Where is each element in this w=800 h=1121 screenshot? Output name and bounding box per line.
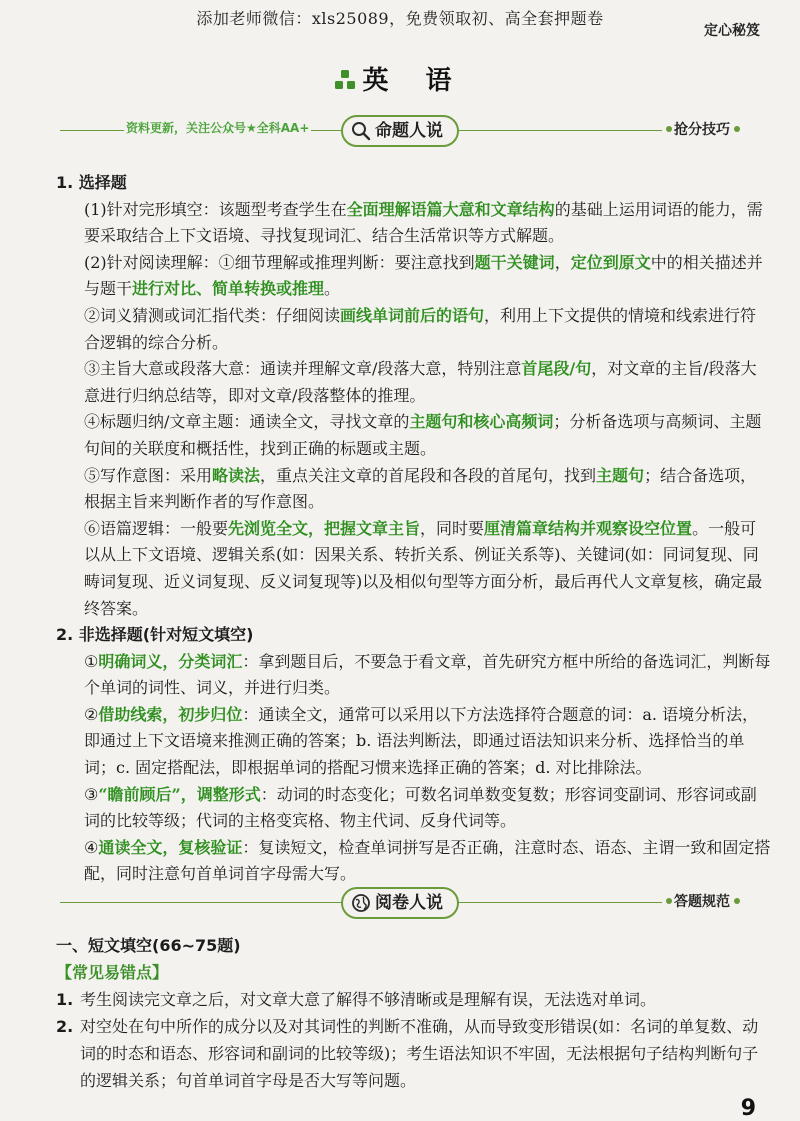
subject-title-text: 英 语 xyxy=(362,66,466,96)
paragraph-reading-detail: (2)针对阅读理解：①细节理解或推理判断：要注意找到题干关键词，定位到原文中的相关描述并与题干进行对比、简单转换或推理。 xyxy=(84,252,763,299)
banner-title: 阅卷人说 xyxy=(375,893,443,913)
paragraph-discourse-logic: ⑥语篇逻辑：一般要先浏览全文，把握文章主旨，同时要厘清篇章结构并观察设空位置。一般可以从上下文语境、逻辑关系(如：因果关系、转折关系、例证关系等)、关键词(如：同词复现、同畴词复现、近义词复现、反义词复现等)以及相似句型等方面分析，最后再代人文章复核，确定最终答案。 xyxy=(84,518,763,618)
paragraph-word-guess: ②词义猜测或词汇指代类：仔细阅读画线单词前后的语句，利用上下文提供的情境和线索进行符合逻辑的综合分析。 xyxy=(84,305,757,352)
watermark-text: 添加老师微信：xls25089，免费领取初、高全套押题卷 xyxy=(196,9,604,28)
grading-section xyxy=(56,932,772,1094)
banner-title: 命题人说 xyxy=(375,121,443,141)
list-item: 1. 考生阅读完文章之后，对文章大意了解得不够清晰或是理解有误，无法选对单词。 xyxy=(56,990,657,1009)
paragraph-writing-intent: ⑤写作意图：采用略读法，重点关注文章的首尾段和各段的首尾句，找到主题句；结合备选项，根据主旨来判断作者的写作意图。 xyxy=(84,465,757,512)
magnifier-icon xyxy=(351,121,371,141)
paragraph-step-2: ②借助线索，初步归位：通读全文，通常可以采用以下方法选择符合题意的词：a. 语境分析法，即通过上下文语境来推测正确的答案；b. 语法判断法，即通过语法知识来分析、选择恰当的单词；c. 固定搭配法，即根据单词的搭配习惯来选择正确的答案；d. 对比排除法。 xyxy=(84,704,759,778)
section-heading: 2. 非选择题(针对短文填空) xyxy=(56,625,254,645)
section-1-content xyxy=(56,197,772,623)
error-points-list xyxy=(56,986,772,1094)
content-body xyxy=(56,170,772,888)
banner-right-tag: 抢分技巧 xyxy=(662,119,740,139)
blocks-logo-icon xyxy=(334,69,356,91)
list-item: 2. 对空处在句中所作的成分以及对其词性的判断不准确，从而导致变形错误(如：名词的单复数、动词的时态和语态、形容词和副词的比较等级)；考生语法知识不牢固，无法根据句子结构判断句子的逻辑关系；句首单词首字母是否大写等问题。 xyxy=(56,1017,759,1090)
section-heading: 一、短文填空(66~75题) xyxy=(56,936,241,955)
globe-icon xyxy=(351,893,371,913)
section-2-content xyxy=(56,649,772,888)
corner-title: 定心秘笈 xyxy=(704,23,760,39)
paragraph-cloze: (1)针对完形填空：该题型考查学生在全面理解语篇大意和文章结构的基础上运用词语的能力，需要采取结合上下文语境、寻找复现词汇、结合生活常识等方式解题。 xyxy=(84,199,763,246)
paragraph-step-1: ①明确词义，分类词汇：拿到题目后，不要急于看文章，首先研究方框中所给的备选词汇，判断每个单词的词性、词义，并进行归类。 xyxy=(84,651,771,698)
banner-grader xyxy=(60,887,740,919)
error-points-tag: 【常见易错点】 xyxy=(56,963,169,982)
banner-right-tag: 答题规范 xyxy=(662,891,740,911)
subject-title xyxy=(0,60,800,97)
paragraph-title-theme: ④标题归纳/文章主题：通读全文，寻找文章的主题句和核心高频词；分析备选项与高频词、主题句间的关联度和概括性，找到正确的标题或主题。 xyxy=(84,412,762,458)
paragraph-step-4: ④通读全文，复核验证：复读短文，检查单词拼写是否正确，注意时态、语态、主谓一致和固定搭配，同时注意句首单词首字母需大写。 xyxy=(84,837,771,884)
paragraph-step-3: ③“瞻前顾后”，调整形式：动词的时态变化；可数名词单数变复数；形容词变副词、形容词或副词的比较等级；代词的主格变宾格、物主代词、反身代词等。 xyxy=(84,784,757,831)
banner-left-note: 资料更新，关注公众号★全科AA+ xyxy=(126,121,310,135)
page-number: 9 xyxy=(740,1096,756,1121)
banner-proposer xyxy=(60,115,740,147)
banner-title-pill xyxy=(341,115,459,147)
paragraph-main-idea: ③主旨大意或段落大意：通读并理解文章/段落大意，特别注意首尾段/句，对文章的主旨/段落大意进行归纳总结等，即对文章/段落整体的推理。 xyxy=(84,359,757,405)
section-heading: 1. 选择题 xyxy=(56,173,127,192)
banner-title-pill xyxy=(341,887,459,919)
